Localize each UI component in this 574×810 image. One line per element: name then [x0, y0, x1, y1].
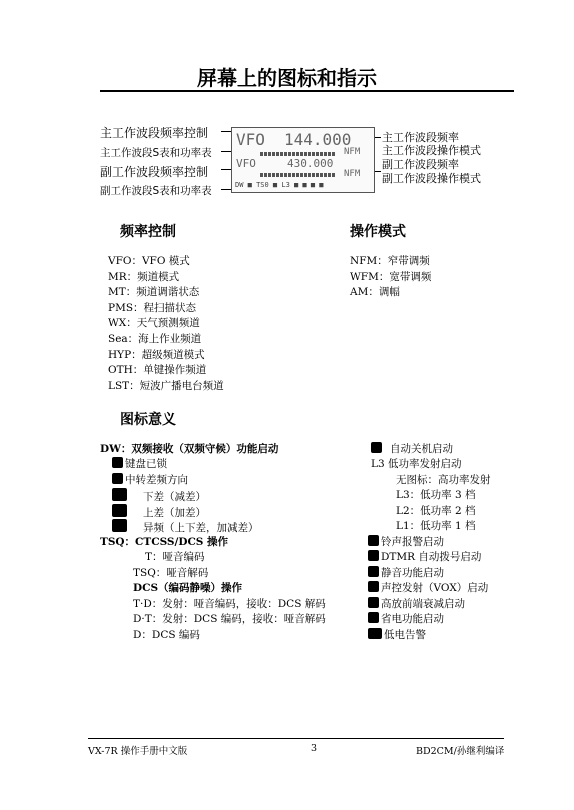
lcd-display: [231, 127, 375, 193]
dt-line: D·T：发射：DCS 编码，接收：哑音解码: [133, 613, 326, 625]
lcd-label-left-2: 主工作波段S表和功率表: [100, 147, 212, 159]
shift-line: [112, 473, 188, 489]
lcd-label-right-1: 主工作波段频率: [382, 131, 459, 144]
vox-icon: [368, 581, 379, 592]
section-heading-icons: 图标意义: [120, 412, 176, 428]
mute-line: [368, 566, 444, 582]
lcd-sub-op: NFM: [344, 169, 361, 179]
l3b-line: L3：低功率 3 档: [396, 489, 476, 501]
sub-s-meter: [260, 173, 336, 177]
no-icon-line: 无图标：高功率发射: [396, 474, 491, 486]
dw-line: [100, 442, 278, 458]
l3-line: L3 低功率发射启动: [371, 458, 462, 470]
lock-line: [112, 457, 167, 473]
footer-right: BD2CM/孙继利编译: [416, 746, 505, 757]
list-item: PMS：程扫描状态: [108, 301, 197, 314]
tsq-dec: TSQ：哑音解码: [133, 567, 209, 579]
tsq-heading: TSQ：CTCSS/DCS 操作: [100, 536, 229, 548]
section-heading-op-mode: 操作模式: [350, 224, 406, 240]
leader-line: [375, 171, 381, 172]
title-underline: [100, 90, 514, 92]
freq-control-list: [108, 254, 224, 394]
bell-line: [368, 535, 444, 551]
att-text: 高放前端衰减启动: [381, 598, 465, 610]
list-item: MR：频道模式: [108, 270, 180, 283]
main-s-meter: [260, 152, 336, 156]
attenuator-icon: [368, 597, 379, 608]
bell-text: 铃声报警启动: [381, 536, 444, 548]
lcd-main-mode: VFO: [236, 130, 265, 149]
lock-text: 键盘已锁: [125, 458, 167, 470]
lcd-label-left-4: 副工作波段S表和功率表: [100, 185, 212, 197]
page-number: 3: [311, 743, 318, 754]
batt-text: 低电告警: [384, 629, 426, 641]
power-timer-icon: [371, 442, 382, 453]
leader-line: [221, 169, 231, 170]
lcd-main-op: NFM: [344, 147, 361, 157]
section-heading-freq-control: 频率控制: [120, 224, 176, 240]
plus-text: 上差（加差）: [143, 507, 206, 519]
auto-off-line: [371, 442, 453, 458]
mute-icon: [368, 566, 379, 577]
bell-icon: [368, 535, 379, 546]
split-line: [112, 519, 259, 537]
list-item: Sea：海上作业频道: [108, 332, 202, 345]
lcd-label-right-4: 副工作波段操作模式: [382, 172, 481, 185]
shift-direction-icon: [112, 473, 123, 484]
save-line: [368, 612, 444, 628]
d-line: D：DCS 编码: [133, 629, 200, 641]
list-item: MT：频道调谐状态: [108, 286, 200, 299]
list-item: LST：短波广播电台频道: [108, 379, 224, 392]
minus-line: [112, 488, 206, 506]
lcd-sub-freq: 430.000: [287, 157, 334, 170]
att-line: [368, 597, 465, 613]
td-line: T·D：发射：哑音编码，接收：DCS 解码: [133, 598, 326, 610]
battery-icon: [368, 628, 382, 639]
lcd-sub-mode: VFO: [236, 157, 256, 170]
dtmr-line: [368, 550, 481, 566]
leader-line: [375, 137, 381, 138]
l1-line: L1：低功率 1 档: [396, 520, 476, 532]
plus-shift-icon: [112, 504, 127, 517]
batt-line: [368, 628, 426, 644]
save-text: 省电功能启动: [381, 613, 444, 625]
list-item: OTH：单键操作频道: [108, 364, 207, 377]
auto-off-text: 自动关机启动: [390, 443, 453, 455]
list-item: HYP：超级频道模式: [108, 348, 205, 361]
minus-text: 下差（减差）: [143, 491, 206, 503]
lcd-label-left-1: 主工作波段频率控制: [100, 126, 209, 140]
footer-rule: [88, 738, 504, 739]
l2-line: L2：低功率 2 档: [396, 505, 476, 517]
split-text: 异频（上下差，加减差）: [143, 522, 259, 534]
power-save-icon: [368, 612, 379, 623]
phone-icon: [368, 550, 379, 561]
leader-line: [221, 131, 231, 132]
mute-text: 静音功能启动: [381, 567, 444, 579]
lcd-label-left-3: 副工作波段频率控制: [100, 165, 209, 179]
op-mode-list: [350, 254, 431, 301]
minus-shift-icon: [112, 488, 127, 501]
lcd-status-row: DW ■ TS0 ■ L3 ■ ■ ■ ■: [235, 181, 324, 189]
list-item: VFO：VFO 模式: [108, 255, 190, 267]
vox-text: 声控发射（VOX）启动: [381, 582, 489, 594]
list-item: WX：天气预测频道: [108, 317, 200, 330]
page-title: 屏幕上的图标和指示: [197, 66, 377, 90]
dw-text: DW：双频接收（双频守候）功能启动: [100, 443, 279, 455]
lcd-label-right-2: 主工作波段操作模式: [382, 144, 481, 157]
dcs-heading: DCS（编码静噪）操作: [133, 582, 243, 594]
lock-icon: [112, 457, 123, 468]
lcd-main-freq: 144.000: [284, 130, 352, 149]
list-item: AM：调幅: [350, 286, 400, 299]
lcd-label-right-3: 副工作波段频率: [382, 158, 459, 171]
list-item: WFM：宽带调频: [350, 270, 432, 283]
list-item: NFM：窄带调频: [350, 255, 430, 267]
vox-line: [368, 581, 488, 597]
shift-text: 中转差频方向: [125, 474, 188, 486]
t-enc: T：哑音编码: [145, 551, 205, 563]
dtmr-text: DTMR 自动拨号启动: [381, 551, 482, 563]
footer-left: VX-7R 操作手册中文版: [88, 746, 188, 757]
split-shift-icon: [112, 519, 127, 532]
